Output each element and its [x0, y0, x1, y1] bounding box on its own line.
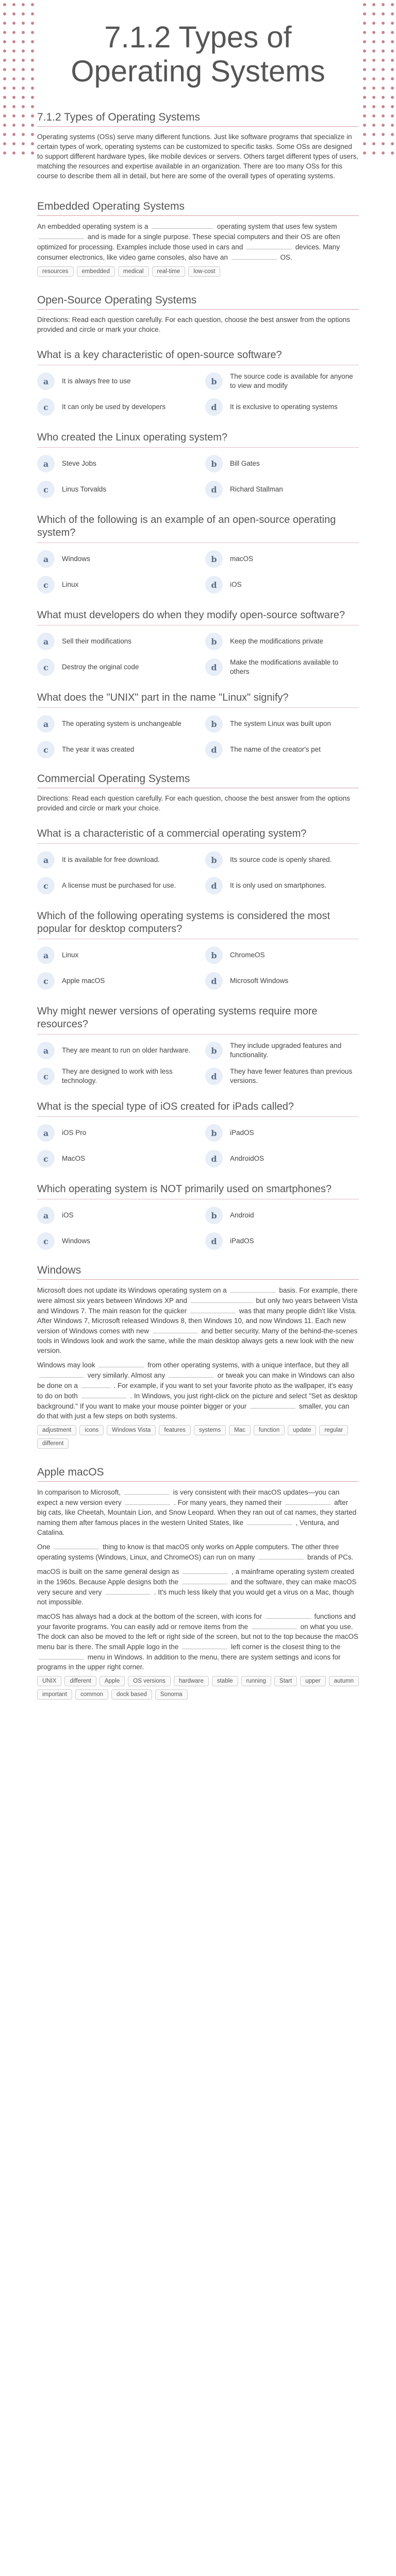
option-letter-badge: a — [37, 1042, 55, 1059]
answer-option[interactable] — [37, 1231, 191, 1251]
option-letter-badge: a — [37, 1207, 55, 1224]
commercial-section — [37, 773, 359, 1251]
answer-option[interactable] — [205, 876, 359, 895]
option-letter-badge: c — [37, 576, 55, 594]
answer-option[interactable] — [205, 454, 359, 473]
option-text: Keep the modifications private — [230, 637, 323, 645]
word-bank-chip[interactable]: OS versions — [128, 1676, 171, 1686]
question-block — [37, 609, 359, 677]
question-text: Which of the following is an example of an open-source operating system? — [37, 514, 359, 543]
option-text: The operating system is unchangeable — [62, 720, 182, 727]
text-span: operating system that uses few system — [217, 223, 337, 230]
embedded-paragraph — [37, 221, 359, 262]
fill-blank[interactable] — [54, 1541, 99, 1549]
embedded-heading: Embedded Operating Systems — [37, 200, 359, 216]
intro-heading: 7.1.2 Types of Operating Systems — [37, 111, 359, 127]
option-letter-badge: d — [205, 1232, 223, 1250]
option-text: Linux — [62, 951, 79, 959]
text-span: brands of PCs. — [307, 1553, 354, 1561]
option-letter-badge: a — [37, 550, 55, 568]
fill-blank[interactable] — [246, 242, 292, 249]
open-source-directions: Directions: Read each question carefully. For each question, choose the best answer from the options provided and circle or mark your choice. — [37, 316, 350, 333]
answer-option[interactable] — [205, 632, 359, 651]
option-letter-badge: d — [205, 658, 223, 676]
option-text: Windows — [62, 1237, 90, 1245]
question-text: What does the "UNIX" part in the name "Linux" signify? — [37, 691, 359, 708]
text-span: . For many years, they named their — [174, 1499, 282, 1506]
text-span: Windows may look — [37, 1361, 95, 1369]
option-text: Destroy the original code — [62, 663, 139, 671]
option-text: Microsoft Windows — [230, 977, 289, 985]
apple-paragraph-1 — [37, 1487, 359, 1537]
word-bank-chip[interactable]: update — [288, 1425, 316, 1435]
question-text: Who created the Linux operating system? — [37, 431, 359, 448]
answer-option[interactable] — [205, 1231, 359, 1251]
fill-blank[interactable] — [266, 1611, 311, 1619]
answer-options — [37, 1206, 359, 1251]
option-letter-badge: d — [205, 576, 223, 594]
windows-heading: Windows — [37, 1264, 359, 1280]
answer-option[interactable] — [37, 480, 191, 499]
apple-paragraph-2 — [37, 1541, 359, 1562]
option-text: It is only used on smartphones. — [230, 882, 326, 889]
word-bank-chip[interactable]: icons — [79, 1425, 104, 1435]
option-text: Apple macOS — [62, 977, 105, 985]
answer-options — [37, 454, 359, 499]
option-text: It is always free to use — [62, 377, 131, 385]
windows-paragraph-1 — [37, 1285, 359, 1355]
decorative-dots-right — [360, 0, 396, 155]
option-text: Make the modifications available to others — [230, 658, 339, 675]
text-span: but only two years between Vista and Windows 7. The main reason for the quicker — [37, 1297, 358, 1315]
option-letter-badge: c — [37, 398, 55, 416]
answer-option[interactable] — [37, 371, 191, 391]
text-span: One — [37, 1543, 51, 1551]
text-span: , a mainframe operating system created in the 1960s. Because Apple designs both the — [37, 1568, 354, 1586]
answer-options — [37, 371, 359, 417]
word-bank-chip[interactable]: stable — [212, 1676, 238, 1686]
word-bank — [37, 1676, 359, 1700]
option-text: Android — [230, 1211, 254, 1219]
option-letter-badge: a — [37, 372, 55, 390]
option-letter-badge: c — [37, 877, 55, 894]
answer-option[interactable] — [205, 480, 359, 499]
answer-option[interactable] — [205, 657, 359, 677]
text-span: left corner is the closest thing to the — [230, 1643, 341, 1651]
option-text: MacOS — [62, 1155, 86, 1162]
text-span: devices. Many consumer electronics, like video game consoles, also have an — [37, 243, 340, 261]
option-letter-badge: c — [37, 1067, 55, 1085]
option-letter-badge: c — [37, 1150, 55, 1167]
fill-blank[interactable] — [81, 1380, 110, 1388]
decorative-dots-left — [0, 0, 36, 155]
answer-options — [37, 1123, 359, 1168]
answer-options — [37, 549, 359, 595]
fill-blank[interactable] — [39, 1370, 84, 1378]
option-letter-badge: c — [37, 1232, 55, 1250]
word-bank — [37, 1425, 359, 1449]
word-bank-chip[interactable]: Sonoma — [155, 1689, 188, 1700]
option-text: macOS — [230, 555, 254, 563]
text-span: very similarly. Almost any — [87, 1371, 166, 1379]
text-span: macOS has always had a dock at the bottom of the screen, with icons for — [37, 1613, 262, 1620]
text-span: Microsoft does not update its Windows operating system on a — [37, 1286, 227, 1294]
question-block — [37, 1100, 359, 1168]
worksheet-content — [0, 111, 396, 1724]
option-letter-badge: d — [205, 972, 223, 990]
text-span: and is made for a single purpose. These special computers and their OS are often optimized for processing. Examples include those used in cars and — [37, 233, 340, 251]
option-text: Windows — [62, 555, 90, 563]
answer-option[interactable] — [37, 945, 191, 965]
apple-paragraph-4 — [37, 1611, 359, 1672]
fill-blank[interactable] — [252, 1621, 297, 1629]
option-text: AndroidOS — [230, 1155, 265, 1162]
fill-blank[interactable] — [39, 231, 84, 239]
word-bank-chip[interactable]: different — [37, 1438, 69, 1449]
option-text: They include upgraded features and functionality. — [230, 1042, 342, 1059]
question-block — [37, 349, 359, 417]
option-text: Linus Torvalds — [62, 485, 107, 493]
answer-option[interactable] — [205, 850, 359, 870]
word-bank — [37, 266, 359, 277]
answer-option[interactable] — [37, 657, 191, 677]
question-block — [37, 1005, 359, 1086]
open-source-questions — [37, 349, 359, 759]
answer-option[interactable] — [37, 1149, 191, 1168]
answer-option[interactable] — [205, 397, 359, 417]
text-span: functions and your favorite programs. You can easily add or remove items from the — [37, 1613, 356, 1631]
option-text: Linux — [62, 581, 79, 588]
answer-option[interactable] — [37, 397, 191, 417]
answer-option[interactable] — [205, 575, 359, 595]
fill-blank[interactable] — [258, 1552, 304, 1560]
word-bank-chip[interactable]: running — [241, 1676, 271, 1686]
option-text: Richard Stallman — [230, 485, 283, 493]
answer-option[interactable] — [205, 714, 359, 734]
word-bank-chip[interactable]: hardware — [174, 1676, 209, 1686]
option-letter-badge: b — [205, 455, 223, 472]
option-letter-badge: d — [205, 1067, 223, 1085]
text-span: or tweak you can make in Windows can also be done on a — [37, 1371, 355, 1389]
option-text: It is exclusive to operating systems — [230, 403, 338, 411]
answer-option[interactable] — [205, 1149, 359, 1168]
option-letter-badge: d — [205, 1150, 223, 1167]
answer-option[interactable] — [205, 945, 359, 965]
option-letter-badge: b — [205, 372, 223, 390]
apple-paragraph-3 — [37, 1566, 359, 1607]
word-bank-chip[interactable]: common — [75, 1689, 108, 1700]
text-span: . It's much less likely that you would get a virus on a Mac, though not impossible. — [37, 1588, 354, 1606]
word-bank-chip[interactable]: features — [159, 1425, 191, 1435]
word-bank-chip[interactable]: adjustment — [37, 1425, 76, 1435]
option-text: It can only be used by developers — [62, 403, 166, 411]
option-letter-badge: d — [205, 741, 223, 758]
option-letter-badge: c — [37, 741, 55, 758]
answer-option[interactable] — [205, 971, 359, 991]
option-letter-badge: b — [205, 715, 223, 733]
option-letter-badge: b — [205, 1042, 223, 1059]
word-bank-chip[interactable]: regular — [319, 1425, 348, 1435]
option-text: It is available for free download. — [62, 856, 160, 863]
fill-blank[interactable] — [183, 1566, 228, 1574]
fill-blank[interactable] — [182, 1641, 227, 1649]
question-block — [37, 514, 359, 595]
option-text: They are designed to work with less technology. — [62, 1067, 173, 1084]
word-bank-chip[interactable]: upper — [300, 1676, 325, 1686]
fill-blank[interactable] — [230, 1285, 275, 1293]
option-text: iOS — [62, 1211, 74, 1219]
answer-option[interactable] — [37, 971, 191, 991]
fill-blank[interactable] — [153, 1326, 198, 1333]
answer-option[interactable] — [37, 714, 191, 734]
apple-heading: Apple macOS — [37, 1466, 359, 1482]
text-span: on what you use. The dock can also be moved to the left or right side of the screen, but not to the top because the macOS menu bar is there. The small Apple logo in the — [37, 1623, 358, 1651]
text-span: . For example, if you want to set your favorite photo as the wallpaper, it's easy to do on both — [37, 1382, 353, 1400]
open-source-heading: Open-Source Operating Systems — [37, 294, 359, 310]
option-letter-badge: b — [205, 1124, 223, 1142]
option-letter-badge: d — [205, 877, 223, 894]
word-bank-chip[interactable]: Windows Vista — [107, 1425, 156, 1435]
word-bank-chip[interactable]: dock based — [111, 1689, 152, 1700]
text-span: basis. For example, there were almost six years between Windows XP and — [37, 1286, 358, 1304]
fill-blank[interactable] — [285, 1497, 331, 1505]
answer-option[interactable] — [37, 575, 191, 595]
question-block — [37, 431, 359, 499]
option-text: Its source code is openly shared. — [230, 856, 332, 863]
answer-options — [37, 714, 359, 759]
word-bank-chip[interactable]: UNIX — [37, 1676, 61, 1686]
answer-option[interactable] — [37, 1066, 191, 1086]
option-text: iPadOS — [230, 1129, 254, 1137]
option-text: They have fewer features than previous versions. — [230, 1067, 353, 1084]
text-span: An embedded operating system is a — [37, 223, 148, 230]
text-span: thing to know is that macOS only works on Apple computers. The other three operating systems (Windows, Linux, and ChromeOS) can run on many — [37, 1543, 339, 1561]
commercial-heading: Commercial Operating Systems — [37, 773, 359, 788]
fill-blank[interactable] — [232, 252, 277, 260]
option-letter-badge: a — [37, 455, 55, 472]
commercial-questions — [37, 827, 359, 1251]
answer-option[interactable] — [37, 1123, 191, 1143]
intro-section — [37, 111, 359, 187]
question-text: What is a key characteristic of open-source software? — [37, 349, 359, 365]
text-span: , Ventura, and Catalina. — [37, 1519, 339, 1536]
answer-option[interactable] — [37, 850, 191, 870]
option-letter-badge: b — [205, 633, 223, 650]
option-letter-badge: b — [205, 946, 223, 964]
option-text: They are meant to run on older hardware. — [62, 1046, 191, 1054]
fill-blank[interactable] — [124, 1487, 170, 1495]
word-bank-chip[interactable]: different — [64, 1676, 96, 1686]
word-bank-chip[interactable]: Start — [274, 1676, 297, 1686]
answer-option[interactable] — [37, 740, 191, 759]
text-span: is very consistent with their macOS updates—you can expect a new version every — [37, 1488, 340, 1506]
option-letter-badge: a — [37, 715, 55, 733]
text-span: and better security. Many of the behind-the-scenes tools in Windows look and work the same, while the main desktop always gets a new look with the new version. — [37, 1327, 358, 1354]
answer-option[interactable] — [205, 740, 359, 759]
option-text: ChromeOS — [230, 951, 265, 959]
option-letter-badge: b — [205, 851, 223, 869]
option-text: The name of the creator's pet — [230, 745, 321, 753]
fill-blank[interactable] — [190, 1306, 236, 1313]
option-text: Bill Gates — [230, 460, 260, 467]
option-text: iPadOS — [230, 1237, 254, 1245]
fill-blank[interactable] — [81, 1391, 127, 1398]
answer-options — [37, 945, 359, 991]
fill-blank[interactable] — [152, 221, 213, 229]
option-text: Steve Jobs — [62, 460, 96, 467]
option-text: A license must be purchased for use. — [62, 882, 176, 889]
fill-blank[interactable] — [191, 1295, 253, 1303]
option-text: Sell their modifications — [62, 637, 132, 645]
answer-option[interactable] — [37, 549, 191, 569]
option-letter-badge: a — [37, 946, 55, 964]
option-letter-badge: a — [37, 1124, 55, 1142]
text-span: In comparison to Microsoft, — [37, 1488, 121, 1496]
option-letter-badge: c — [37, 658, 55, 676]
option-text: The source code is available for anyone to view and modify — [230, 372, 353, 389]
word-bank-chip[interactable]: real-time — [152, 266, 186, 277]
text-span: from other operating systems, with a unique interface, but they all — [147, 1361, 349, 1369]
question-block — [37, 910, 359, 991]
question-block — [37, 691, 359, 759]
text-span: and the software, they can make macOS very secure and very — [37, 1578, 357, 1596]
answer-option[interactable] — [37, 1206, 191, 1225]
text-span: was that many people didn't like Vista. After Windows 7, Microsoft released Windows 8, then Windows 10, and now Windows 11. Each new version of Windows comes with new — [37, 1307, 357, 1335]
fill-blank[interactable] — [182, 1577, 227, 1584]
word-bank-chip[interactable]: important — [37, 1689, 72, 1700]
option-letter-badge: d — [205, 398, 223, 416]
answer-option[interactable] — [205, 1066, 359, 1086]
answer-option[interactable] — [37, 1041, 191, 1060]
word-bank-chip[interactable]: systems — [194, 1425, 226, 1435]
fill-blank[interactable] — [250, 1401, 295, 1409]
page-title: 7.1.2 Types of Operating Systems — [71, 21, 325, 88]
answer-options — [37, 1041, 359, 1086]
text-span: macOS is built on the same general design as — [37, 1568, 179, 1575]
option-text: iOS Pro — [62, 1129, 87, 1137]
answer-option[interactable] — [205, 1123, 359, 1143]
option-letter-badge: c — [37, 481, 55, 498]
word-bank-chip[interactable]: autumn — [329, 1676, 359, 1686]
question-text: What must developers do when they modify open-source software? — [37, 609, 359, 625]
option-text: The year it was created — [62, 745, 135, 753]
word-bank-chip[interactable]: low-cost — [188, 266, 220, 277]
word-bank-chip[interactable]: Mac — [229, 1425, 251, 1435]
question-text: What is a characteristic of a commercial operating system? — [37, 827, 359, 844]
fill-blank[interactable] — [125, 1497, 170, 1505]
option-letter-badge: b — [205, 550, 223, 568]
answer-options — [37, 632, 359, 677]
windows-paragraph-2 — [37, 1360, 359, 1421]
option-letter-badge: a — [37, 633, 55, 650]
fill-blank[interactable] — [39, 1652, 84, 1659]
question-block — [37, 1183, 359, 1251]
option-letter-badge: c — [37, 972, 55, 990]
fill-blank[interactable] — [247, 1517, 292, 1525]
answer-option[interactable] — [205, 371, 359, 391]
answer-option[interactable] — [37, 454, 191, 473]
windows-section — [37, 1264, 359, 1453]
word-bank-chip[interactable]: embedded — [77, 266, 115, 277]
fill-blank[interactable] — [105, 1587, 151, 1595]
fill-blank[interactable] — [169, 1370, 214, 1378]
question-text: Which of the following operating systems is considered the most popular for desktop computers? — [37, 910, 359, 939]
text-span: OS. — [280, 253, 292, 261]
word-bank-chip[interactable]: function — [254, 1425, 285, 1435]
option-letter-badge: b — [205, 1207, 223, 1224]
option-text: The system Linux was built upon — [230, 720, 331, 727]
answer-option[interactable] — [205, 1041, 359, 1060]
question-text: Why might newer versions of operating systems require more resources? — [37, 1005, 359, 1035]
fill-blank[interactable] — [98, 1360, 144, 1367]
text-span: . In Windows, you just right-click on the picture and select "Set as desktop background." If you want to make your mouse pointer bigger or your — [37, 1392, 358, 1410]
word-bank-chip[interactable]: resources — [37, 266, 74, 277]
answer-option[interactable] — [37, 876, 191, 895]
question-text: Which operating system is NOT primarily used on smartphones? — [37, 1183, 359, 1199]
option-text: iOS — [230, 581, 242, 588]
text-span: menu in Windows. In addition to the menu, there are system settings and icons for programs in the upper right corner. — [37, 1653, 341, 1671]
option-letter-badge: d — [205, 481, 223, 498]
embedded-section — [37, 200, 359, 281]
word-bank-chip[interactable]: Apple — [100, 1676, 125, 1686]
apple-section — [37, 1466, 359, 1704]
option-letter-badge: a — [37, 851, 55, 869]
open-source-section — [37, 294, 359, 759]
answer-option[interactable] — [205, 549, 359, 569]
answer-option[interactable] — [37, 632, 191, 651]
intro-text: Operating systems (OSs) serve many different functions. Just like software programs that specialize in certain types of work, operating systems can be customized to specific tasks. Some OSs are designed to support different hardware types, like mobile devices or servers. Others target different types of users, matching the resources and expertise available in an organization. There are too many OSs for this course to describe them all in detail, but here are some of the overall types of operating systems. — [37, 133, 359, 180]
question-block — [37, 827, 359, 895]
text-span: after big cats, like Cheetah, Mountain Lion, and Snow Leopard. When they ran out of cat names, they started naming them after famous places in the western United States, like — [37, 1499, 357, 1527]
answer-options — [37, 850, 359, 895]
question-text: What is the special type of iOS created for iPads called? — [37, 1100, 359, 1117]
commercial-directions: Directions: Read each question carefully. For each question, choose the best answer from the options provided and circle or mark your choice. — [37, 794, 350, 812]
text-span: smaller, you can do that with just a few steps on both systems. — [37, 1402, 350, 1420]
answer-option[interactable] — [205, 1206, 359, 1225]
word-bank-chip[interactable]: medical — [118, 266, 149, 277]
